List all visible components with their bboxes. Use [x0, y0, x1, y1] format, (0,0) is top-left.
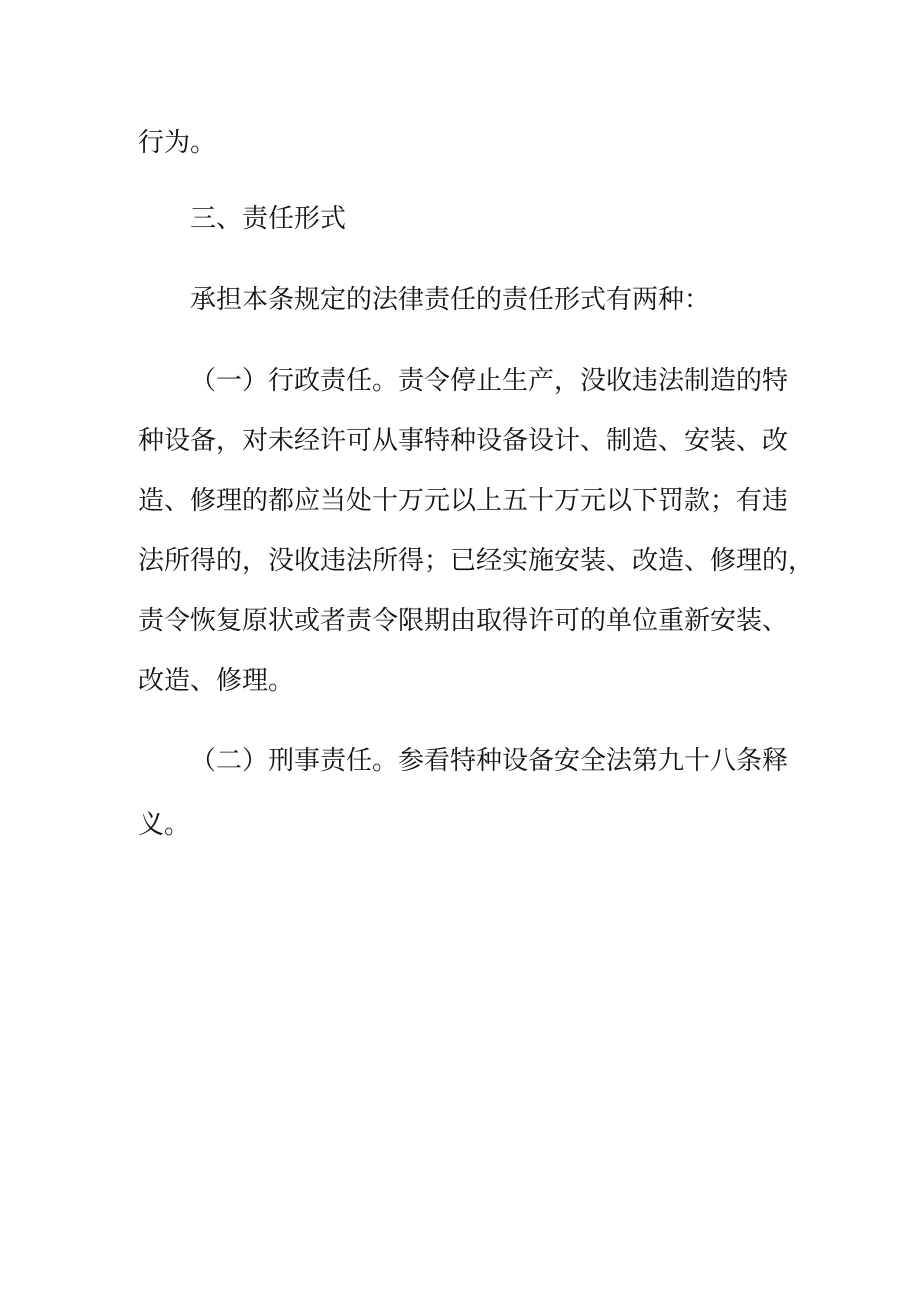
paragraph-administrative-line-4: 法所得的，没收违法所得；已经实施安装、改造、修理的， [138, 546, 815, 576]
paragraph-administrative-line-5: 责令恢复原状或者责令限期由取得许可的单位重新安装、 [138, 606, 789, 636]
paragraph-criminal-line-1: （二）刑事责任。参看特种设备安全法第九十八条释 [190, 746, 789, 776]
paragraph-administrative-line-1: （一）行政责任。责令停止生产，没收违法制造的特 [190, 366, 789, 396]
paragraph-administrative-line-6: 改造、修理。 [138, 666, 295, 696]
paragraph-intro: 承担本条规定的法律责任的责任形式有两种： [190, 285, 711, 315]
section-heading: 三、责任形式 [190, 204, 347, 234]
paragraph-administrative-line-2: 种设备，对未经许可从事特种设备设计、制造、安装、改 [138, 426, 789, 456]
paragraph-criminal-line-2: 义。 [138, 810, 191, 840]
paragraph-administrative-line-3: 造、修理的都应当处十万元以上五十万元以下罚款；有违 [138, 486, 789, 516]
text-line-continuation: 行为。 [138, 128, 217, 158]
